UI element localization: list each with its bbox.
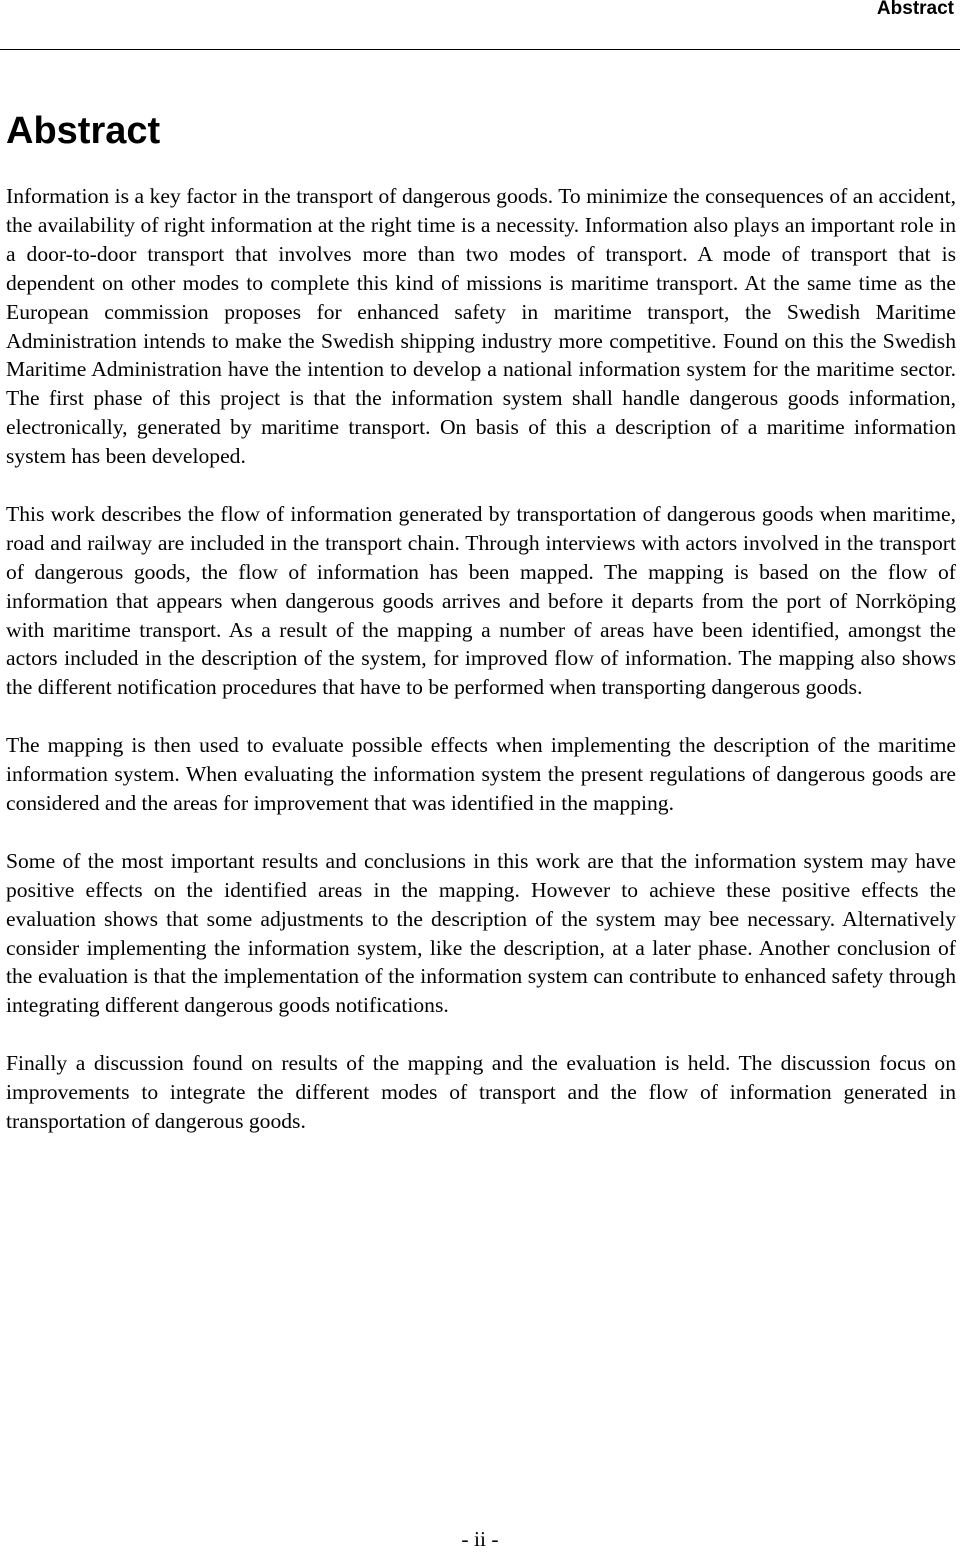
paragraph-4: Some of the most important results and conclusions in this work are that the information system may have positive effects on the identified areas in the mapping. However to achieve these positive effects the evaluation shows that some adjustments to the description of the system may bee necessary. Alternatively consider implementing the information system, like the description, at a later phase. Another conclusion of the evaluation is that the implementation of the information system can contribute to enhanced safety through integrating different dangerous goods notifications. xyxy=(6,848,956,1018)
paragraph-1: Information is a key factor in the transport of dangerous goods. To minimize the consequences of an accident, the availability of right information at the right time is a necessity. Information also plays an important role in a door-to-door transport that involves more than two modes of transport. A mode of transport that is dependent on other modes to complete this kind of missions is maritime transport. At the same time as the European commission proposes for enhanced safety in maritime transport, the Swedish Maritime Administration intends to make the Swedish shipping industry more competitive. Found on this the Swedish Maritime Administration have the intention to develop a national information system for the maritime sector. The first phase of this project is that the information system shall handle dangerous goods information, electronically, generated by maritime transport. On basis of this a description of a maritime information system has been developed. xyxy=(6,184,956,469)
page-number: - ii - xyxy=(461,1527,499,1551)
page-title: Abstract xyxy=(6,110,161,152)
paragraph-3: The mapping is then used to evaluate possible effects when implementing the description of the maritime information system. When evaluating the information system the present regulations of dangerous goods are considered and the areas for improvement that was identified in the mapping. xyxy=(6,733,956,815)
paragraph-5: Finally a discussion found on results of the mapping and the evaluation is held. The discussion focus on improvements to integrate the different modes of transport and the flow of information generated in transportation of dangerous goods. xyxy=(6,1051,956,1133)
abstract-body xyxy=(6,182,956,1136)
header-rule xyxy=(0,49,960,50)
paragraph-2: This work describes the flow of information generated by transportation of dangerous goods when maritime, road and railway are included in the transport chain. Through interviews with actors involved in the transport of dangerous goods, the flow of information has been mapped. The mapping is based on the flow of information that appears when dangerous goods arrives and before it departs from the port of Norrköping with maritime transport. As a result of the mapping a number of areas have been identified, amongst the actors included in the description of the system, for improved flow of information. The mapping also shows the different notification procedures that have to be performed when transporting dangerous goods. xyxy=(6,501,956,700)
running-header: Abstract xyxy=(876,0,954,19)
